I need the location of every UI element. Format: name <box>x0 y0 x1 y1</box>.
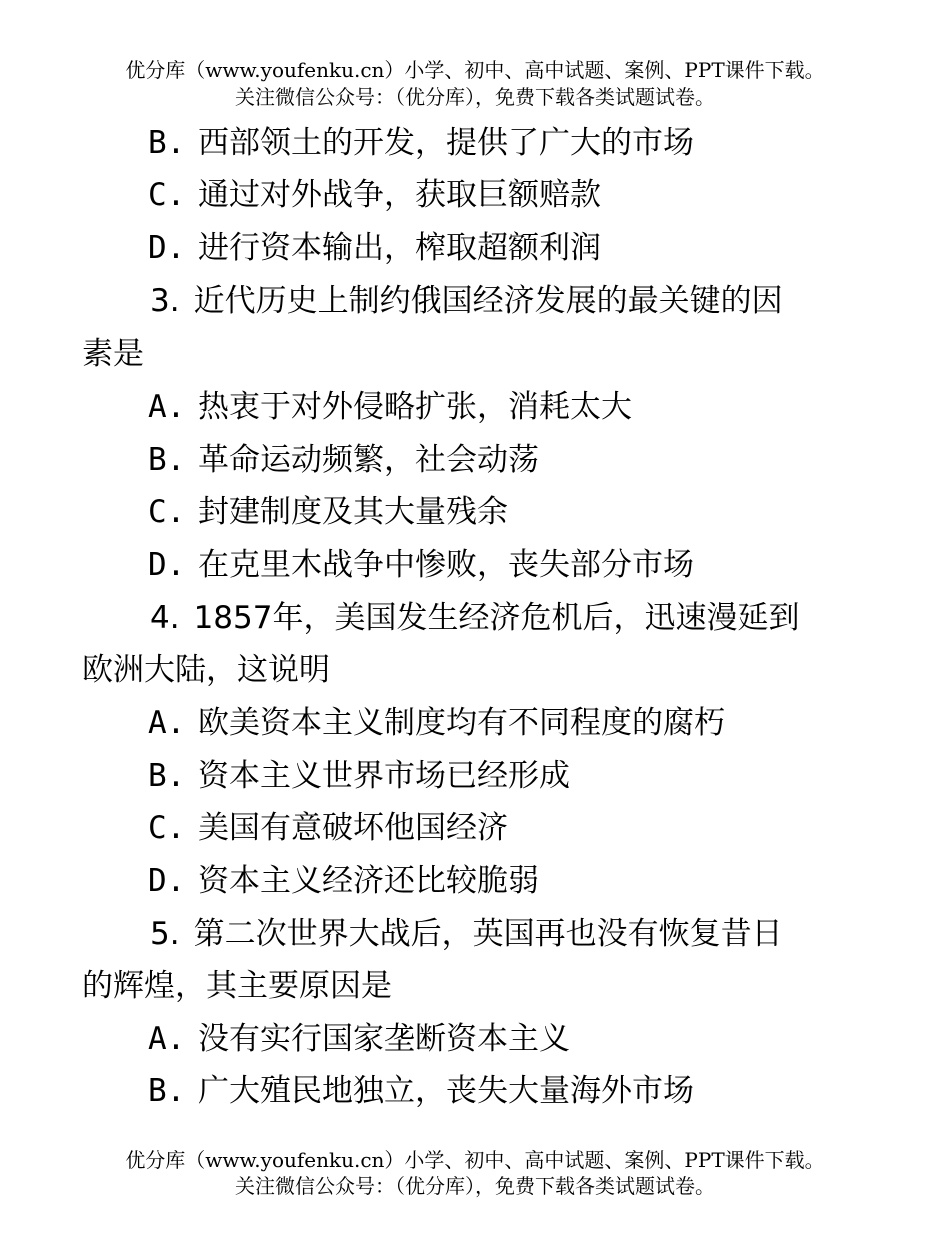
option-text: 封建制度及其大量残余 <box>198 494 508 530</box>
option-label: A. <box>148 1021 186 1057</box>
option-label: A. <box>148 705 186 741</box>
option-label: B. <box>148 1073 186 1109</box>
option-text: 通过对外战争，获取巨额赔款 <box>198 177 601 213</box>
option-text: 热衷于对外侵略扩张，消耗太大 <box>198 389 632 425</box>
option-text: 美国有意破坏他国经济 <box>198 810 508 846</box>
option-label: C. <box>148 810 186 846</box>
option-text: 在克里木战争中惨败，丧失部分市场 <box>198 547 694 583</box>
option-label: A. <box>148 389 186 425</box>
option-text: 欧美资本主义制度均有不同程度的腐朽 <box>198 705 725 741</box>
q3-option-b <box>148 440 539 480</box>
option-label: D. <box>148 230 186 266</box>
option-label: C. <box>148 494 186 530</box>
q3-stem-line-1 <box>150 281 783 321</box>
option-label: D. <box>148 547 186 583</box>
question-number: 4. <box>150 600 180 636</box>
q4-option-b <box>148 756 570 796</box>
q5-stem-line-2: 的辉煌，其主要原因是 <box>82 968 392 1004</box>
q4-stem-line-1 <box>150 598 799 638</box>
q2-option-c <box>148 175 601 215</box>
q3-option-c <box>148 492 508 532</box>
option-label: D. <box>148 863 186 899</box>
q4-stem-line-2: 欧洲大陆，这说明 <box>82 652 330 688</box>
question-stem: 近代历史上制约俄国经济发展的最关键的因 <box>193 283 783 319</box>
footer-line-1: 优分库（www.youfenku.cn）小学、初中、高中试题、案例、PPT课件下载。 <box>125 1148 825 1172</box>
q3-option-a <box>148 387 632 427</box>
header-line-1: 优分库（www.youfenku.cn）小学、初中、高中试题、案例、PPT课件下载。 <box>125 58 825 82</box>
q5-stem-line-1 <box>150 914 783 954</box>
q5-option-a <box>148 1019 570 1059</box>
option-text: 没有实行国家垄断资本主义 <box>198 1021 570 1057</box>
q3-option-d <box>148 545 694 585</box>
option-text: 西部领土的开发，提供了广大的市场 <box>198 125 694 161</box>
q4-option-d <box>148 861 539 901</box>
q5-option-b <box>148 1071 694 1111</box>
option-text: 资本主义经济还比较脆弱 <box>198 863 539 899</box>
question-stem: 1857年，美国发生经济危机后，迅速漫延到 <box>193 600 800 636</box>
q2-option-b <box>148 123 694 163</box>
option-label: B. <box>148 125 186 161</box>
q4-option-a <box>148 703 725 743</box>
header-line-2: 关注微信公众号：（优分库），免费下载各类试题试卷。 <box>235 85 715 109</box>
q2-option-d <box>148 228 601 268</box>
question-number: 3. <box>150 283 180 319</box>
option-label: C. <box>148 177 186 213</box>
option-label: B. <box>148 442 186 478</box>
q3-stem-line-2: 素是 <box>82 336 144 372</box>
option-text: 革命运动频繁，社会动荡 <box>198 442 539 478</box>
option-label: B. <box>148 758 186 794</box>
option-text: 资本主义世界市场已经形成 <box>198 758 570 794</box>
question-number: 5. <box>150 916 180 952</box>
option-text: 进行资本输出，榨取超额利润 <box>198 230 601 266</box>
question-stem: 第二次世界大战后，英国再也没有恢复昔日 <box>193 916 783 952</box>
option-text: 广大殖民地独立，丧失大量海外市场 <box>198 1073 694 1109</box>
q4-option-c <box>148 808 508 848</box>
footer-line-2: 关注微信公众号：（优分库），免费下载各类试题试卷。 <box>235 1174 715 1198</box>
